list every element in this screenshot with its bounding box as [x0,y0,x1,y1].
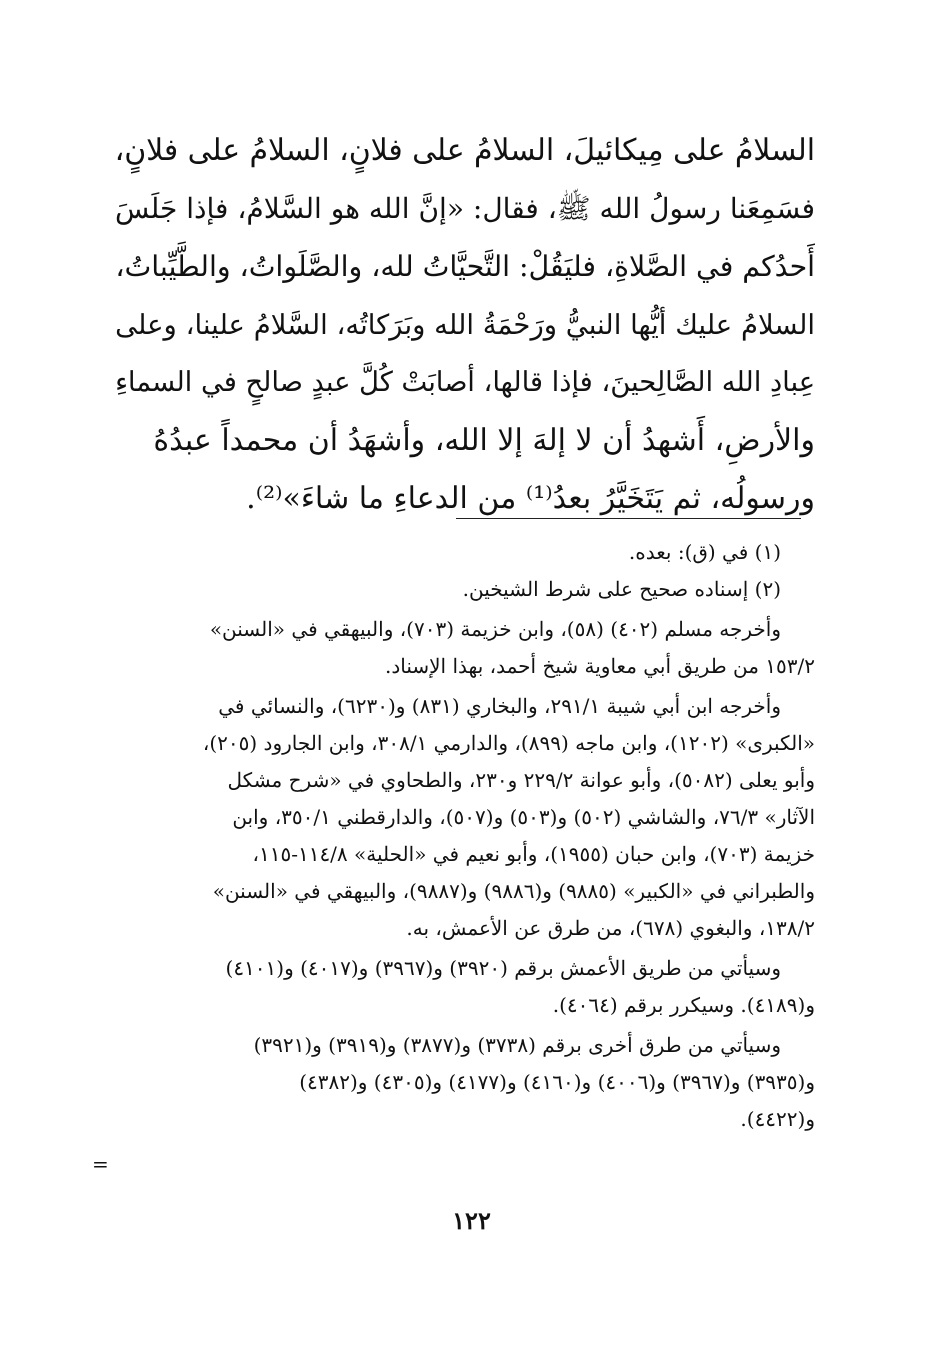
footnote-line: و(٣٩٣٥) و(٣٩٦٧) و(٤٠٠٦) و(٤١٦٠) و(٤١٧٧) و(٤٣٠٥) و(٤٣٨٢) [299,1070,815,1094]
footnote-1: (١) في (ق): بعده. [628,540,781,564]
main-text-line: السلامُ عليك أيُّها النبيُّ ورَحْمَةُ الله وبَرَكاتُه، السَّلامُ علينا، وعلى [115,309,815,341]
footnote-line: وأبو يعلى (٥٠٨٢)، وأبو عوانة ٢٢٩/٢ و٢٣٠، والطحاوي في «شرح مشكل [227,768,815,792]
footnote-line: و(٤١٨٩). وسيكرر برقم (٤٠٦٤). [552,993,815,1017]
main-text-line: فسَمِعَنا رسولُ الله ﷺ، فقال: «إنَّ الله هو السَّلامُ، فإذا جَلَسَ [115,192,815,225]
footnote-line: ١٣٨/٢، والبغوي (٦٧٨)، من طرق عن الأعمش، به. [406,916,815,940]
footnote-line: والطبراني في «الكبير» (٩٨٨٥) و(٩٨٨٦) و(٩٨٨٧)، والبيهقي في «السنن» [212,879,815,903]
footnote-separator [456,518,801,519]
continuation-mark: = [92,1152,109,1176]
footnote-line: و(٤٤٢٢). [740,1107,815,1131]
footnote-line: وأخرجه ابن أبي شيبة ٢٩١/١، والبخاري (٨٣١) و(٦٢٣٠)، والنسائي في [218,694,781,718]
footnote-2: (٢) إسناده صحيح على شرط الشيخين. [462,577,781,601]
page-number: ١٢٢ [452,1206,491,1235]
footnote-line: وسيأتي من طرق أخرى برقم (٣٧٣٨) و(٣٨٧٧) و(٣٩١٩) و(٣٩٢١) [253,1033,781,1057]
footnote-line: خزيمة (٧٠٣)، وابن حبان (١٩٥٥)، وأبو نعيم في «الحلية» ١١٤/٨-١١٥، [252,842,815,866]
main-text-block [115,122,815,528]
footnote-line: الآثار» ٧٦/٣، والشاشي (٥٠٢) و(٥٠٣) و(٥٠٧)، والدارقطني ٣٥٠/١، وابن [232,805,815,829]
main-text-line: ورسولُه، ثم يَتَخَيَّرُ بعدُ⁽¹⁾ من الدعاءِ ما شاءَ»⁽²⁾. [246,481,815,516]
main-text-line: عِبادِ الله الصَّالِحينَ، فإذا قالها، أصابَتْ كُلَّ عبدٍ صالحٍ في السماءِ [115,367,815,398]
main-text-line: السلامُ على مِيكائيلَ، السلامُ على فلانٍ، السلامُ على فلانٍ، [115,133,815,168]
footnote-line: وأخرجه مسلم (٤٠٢) (٥٨)، وابن خزيمة (٧٠٣)، والبيهقي في «السنن» [209,617,781,641]
main-text-line: والأرضِ، أَشهدُ أن لا إلهَ إلا الله، وأشهَدُ أن محمداً عبدُهُ [153,423,815,458]
footnote-line: وسيأتي من طريق الأعمش برقم (٣٩٢٠) و(٣٩٦٧) و(٤٠١٧) و(٤١٠١) [225,956,781,980]
footnotes-block [115,534,815,1138]
footnote-line: «الكبرى» (١٢٠٢)، وابن ماجه (٨٩٩)، والدارمي ٣٠٨/١، وابن الجارود (٢٠٥)، [202,731,815,755]
main-text-line: أَحدُكم في الصَّلاةِ، فليَقُلْ: التَّحيَّاتُ لله، والصَّلَواتُ، والطَّيِّباتُ، [115,250,815,283]
footnote-line: ١٥٣/٢ من طريق أبي معاوية شيخ أحمد، بهذا الإسناد. [384,654,815,678]
